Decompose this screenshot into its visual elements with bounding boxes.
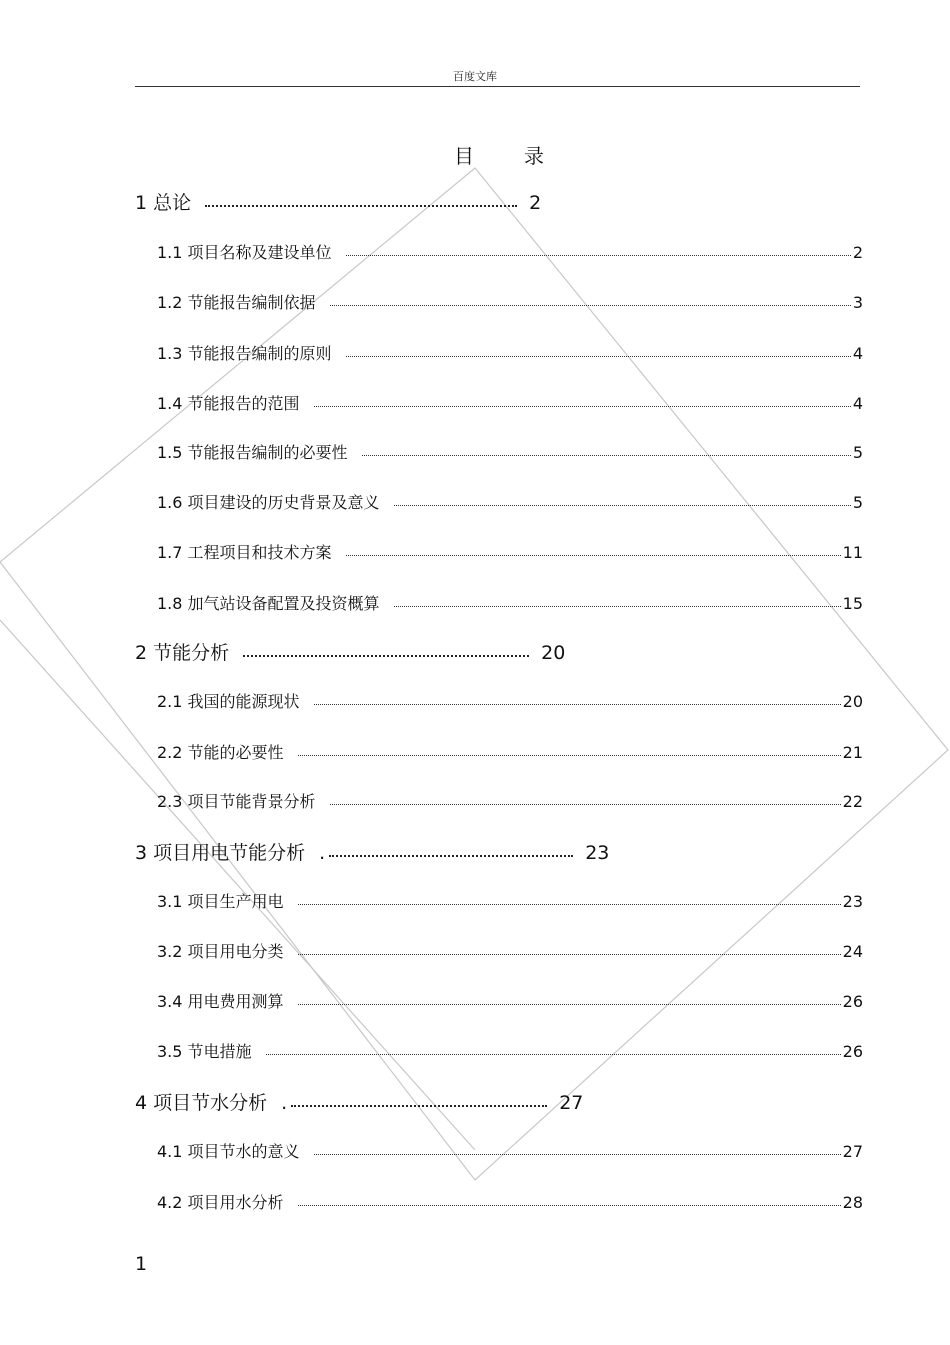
section-label: 1.4 节能报告的范围 [157, 394, 300, 413]
toc-section[interactable] [157, 740, 863, 763]
section-label: 2.2 节能的必要性 [157, 743, 284, 762]
dot-leader [346, 242, 851, 258]
section-page: 3 [852, 293, 863, 312]
toc-section[interactable] [157, 540, 863, 563]
section-page: 15 [842, 594, 863, 613]
dot-leader [394, 492, 851, 508]
toc-chapter[interactable] [135, 838, 609, 865]
dot-leader [362, 442, 851, 458]
toc-title-right: 录 [524, 144, 546, 168]
section-page: 27 [842, 1142, 863, 1161]
section-label: 1.5 节能报告编制的必要性 [157, 443, 348, 462]
section-page: 22 [842, 792, 863, 811]
chapter-label: 3 项目用电节能分析 [135, 842, 306, 864]
toc-section[interactable] [157, 490, 863, 513]
section-label: 1.3 节能报告编制的原则 [157, 344, 332, 363]
dot-leader [330, 791, 841, 807]
section-page: 5 [852, 443, 863, 462]
toc-section[interactable] [157, 240, 863, 263]
section-page: 26 [842, 1042, 863, 1061]
toc-section[interactable] [157, 1139, 863, 1162]
toc-section[interactable] [157, 789, 863, 812]
section-label: 3.5 节电措施 [157, 1042, 252, 1061]
section-page: 21 [842, 743, 863, 762]
toc-section[interactable] [157, 1039, 863, 1062]
dot-leader [298, 1192, 841, 1208]
section-page: 4 [852, 394, 863, 413]
section-label: 1.1 项目名称及建设单位 [157, 243, 332, 262]
section-label: 1.7 工程项目和技术方案 [157, 543, 332, 562]
leader-prefix-dot: . [281, 1092, 288, 1114]
section-page: 28 [842, 1193, 863, 1212]
dot-leader [298, 991, 841, 1007]
header-rule [135, 86, 860, 87]
section-label: 3.2 项目用电分类 [157, 942, 284, 961]
page-number: 1 [135, 1253, 148, 1275]
toc-section[interactable] [157, 440, 863, 463]
chapter-page: 2 [529, 192, 542, 214]
dot-leader [329, 840, 573, 859]
toc-section[interactable] [157, 889, 863, 912]
dot-leader [330, 292, 851, 308]
section-label: 4.2 项目用水分析 [157, 1193, 284, 1212]
chapter-page: 20 [541, 642, 566, 664]
section-page: 20 [842, 692, 863, 711]
chapter-page: 23 [585, 842, 610, 864]
dot-leader [205, 190, 517, 209]
dot-leader [298, 891, 841, 907]
dot-leader [298, 742, 841, 758]
section-label: 2.1 我国的能源现状 [157, 692, 300, 711]
section-page: 5 [852, 493, 863, 512]
dot-leader [346, 542, 841, 558]
toc-chapter[interactable] [135, 638, 565, 665]
dot-leader [346, 343, 851, 359]
section-label: 2.3 项目节能背景分析 [157, 792, 316, 811]
chapter-page: 27 [559, 1092, 584, 1114]
toc-section[interactable] [157, 290, 863, 313]
section-label: 1.2 节能报告编制依据 [157, 293, 316, 312]
toc-section[interactable] [157, 989, 863, 1012]
toc-title [0, 140, 950, 169]
section-page: 4 [852, 344, 863, 363]
toc-title-left: 目 [454, 144, 476, 168]
section-page: 24 [842, 942, 863, 961]
dot-leader [314, 393, 851, 409]
chapter-label: 1 总论 [135, 192, 192, 214]
dot-leader [314, 691, 841, 707]
dot-leader [266, 1041, 841, 1057]
running-header: 百度文库 [453, 70, 497, 83]
dot-leader [298, 941, 841, 957]
toc-section[interactable] [157, 1190, 863, 1213]
section-label: 3.1 项目生产用电 [157, 892, 284, 911]
toc-chapter[interactable] [135, 1088, 583, 1115]
toc-section[interactable] [157, 689, 863, 712]
section-label: 1.8 加气站设备配置及投资概算 [157, 594, 380, 613]
leader-prefix-dot: . [319, 842, 326, 864]
section-page: 11 [842, 543, 863, 562]
toc-section[interactable] [157, 341, 863, 364]
chapter-label: 2 节能分析 [135, 642, 230, 664]
chapter-label: 4 项目节水分析 [135, 1092, 268, 1114]
toc-section[interactable] [157, 391, 863, 414]
section-label: 4.1 项目节水的意义 [157, 1142, 300, 1161]
toc-section[interactable] [157, 591, 863, 614]
dot-leader [314, 1141, 841, 1157]
toc-section[interactable] [157, 939, 863, 962]
section-page: 23 [842, 892, 863, 911]
section-page: 2 [852, 243, 863, 262]
dot-leader [394, 593, 841, 609]
toc-chapter[interactable] [135, 188, 541, 215]
dot-leader [243, 640, 529, 659]
section-label: 1.6 项目建设的历史背景及意义 [157, 493, 380, 512]
section-page: 26 [842, 992, 863, 1011]
dot-leader [291, 1090, 547, 1109]
section-label: 3.4 用电费用测算 [157, 992, 284, 1011]
